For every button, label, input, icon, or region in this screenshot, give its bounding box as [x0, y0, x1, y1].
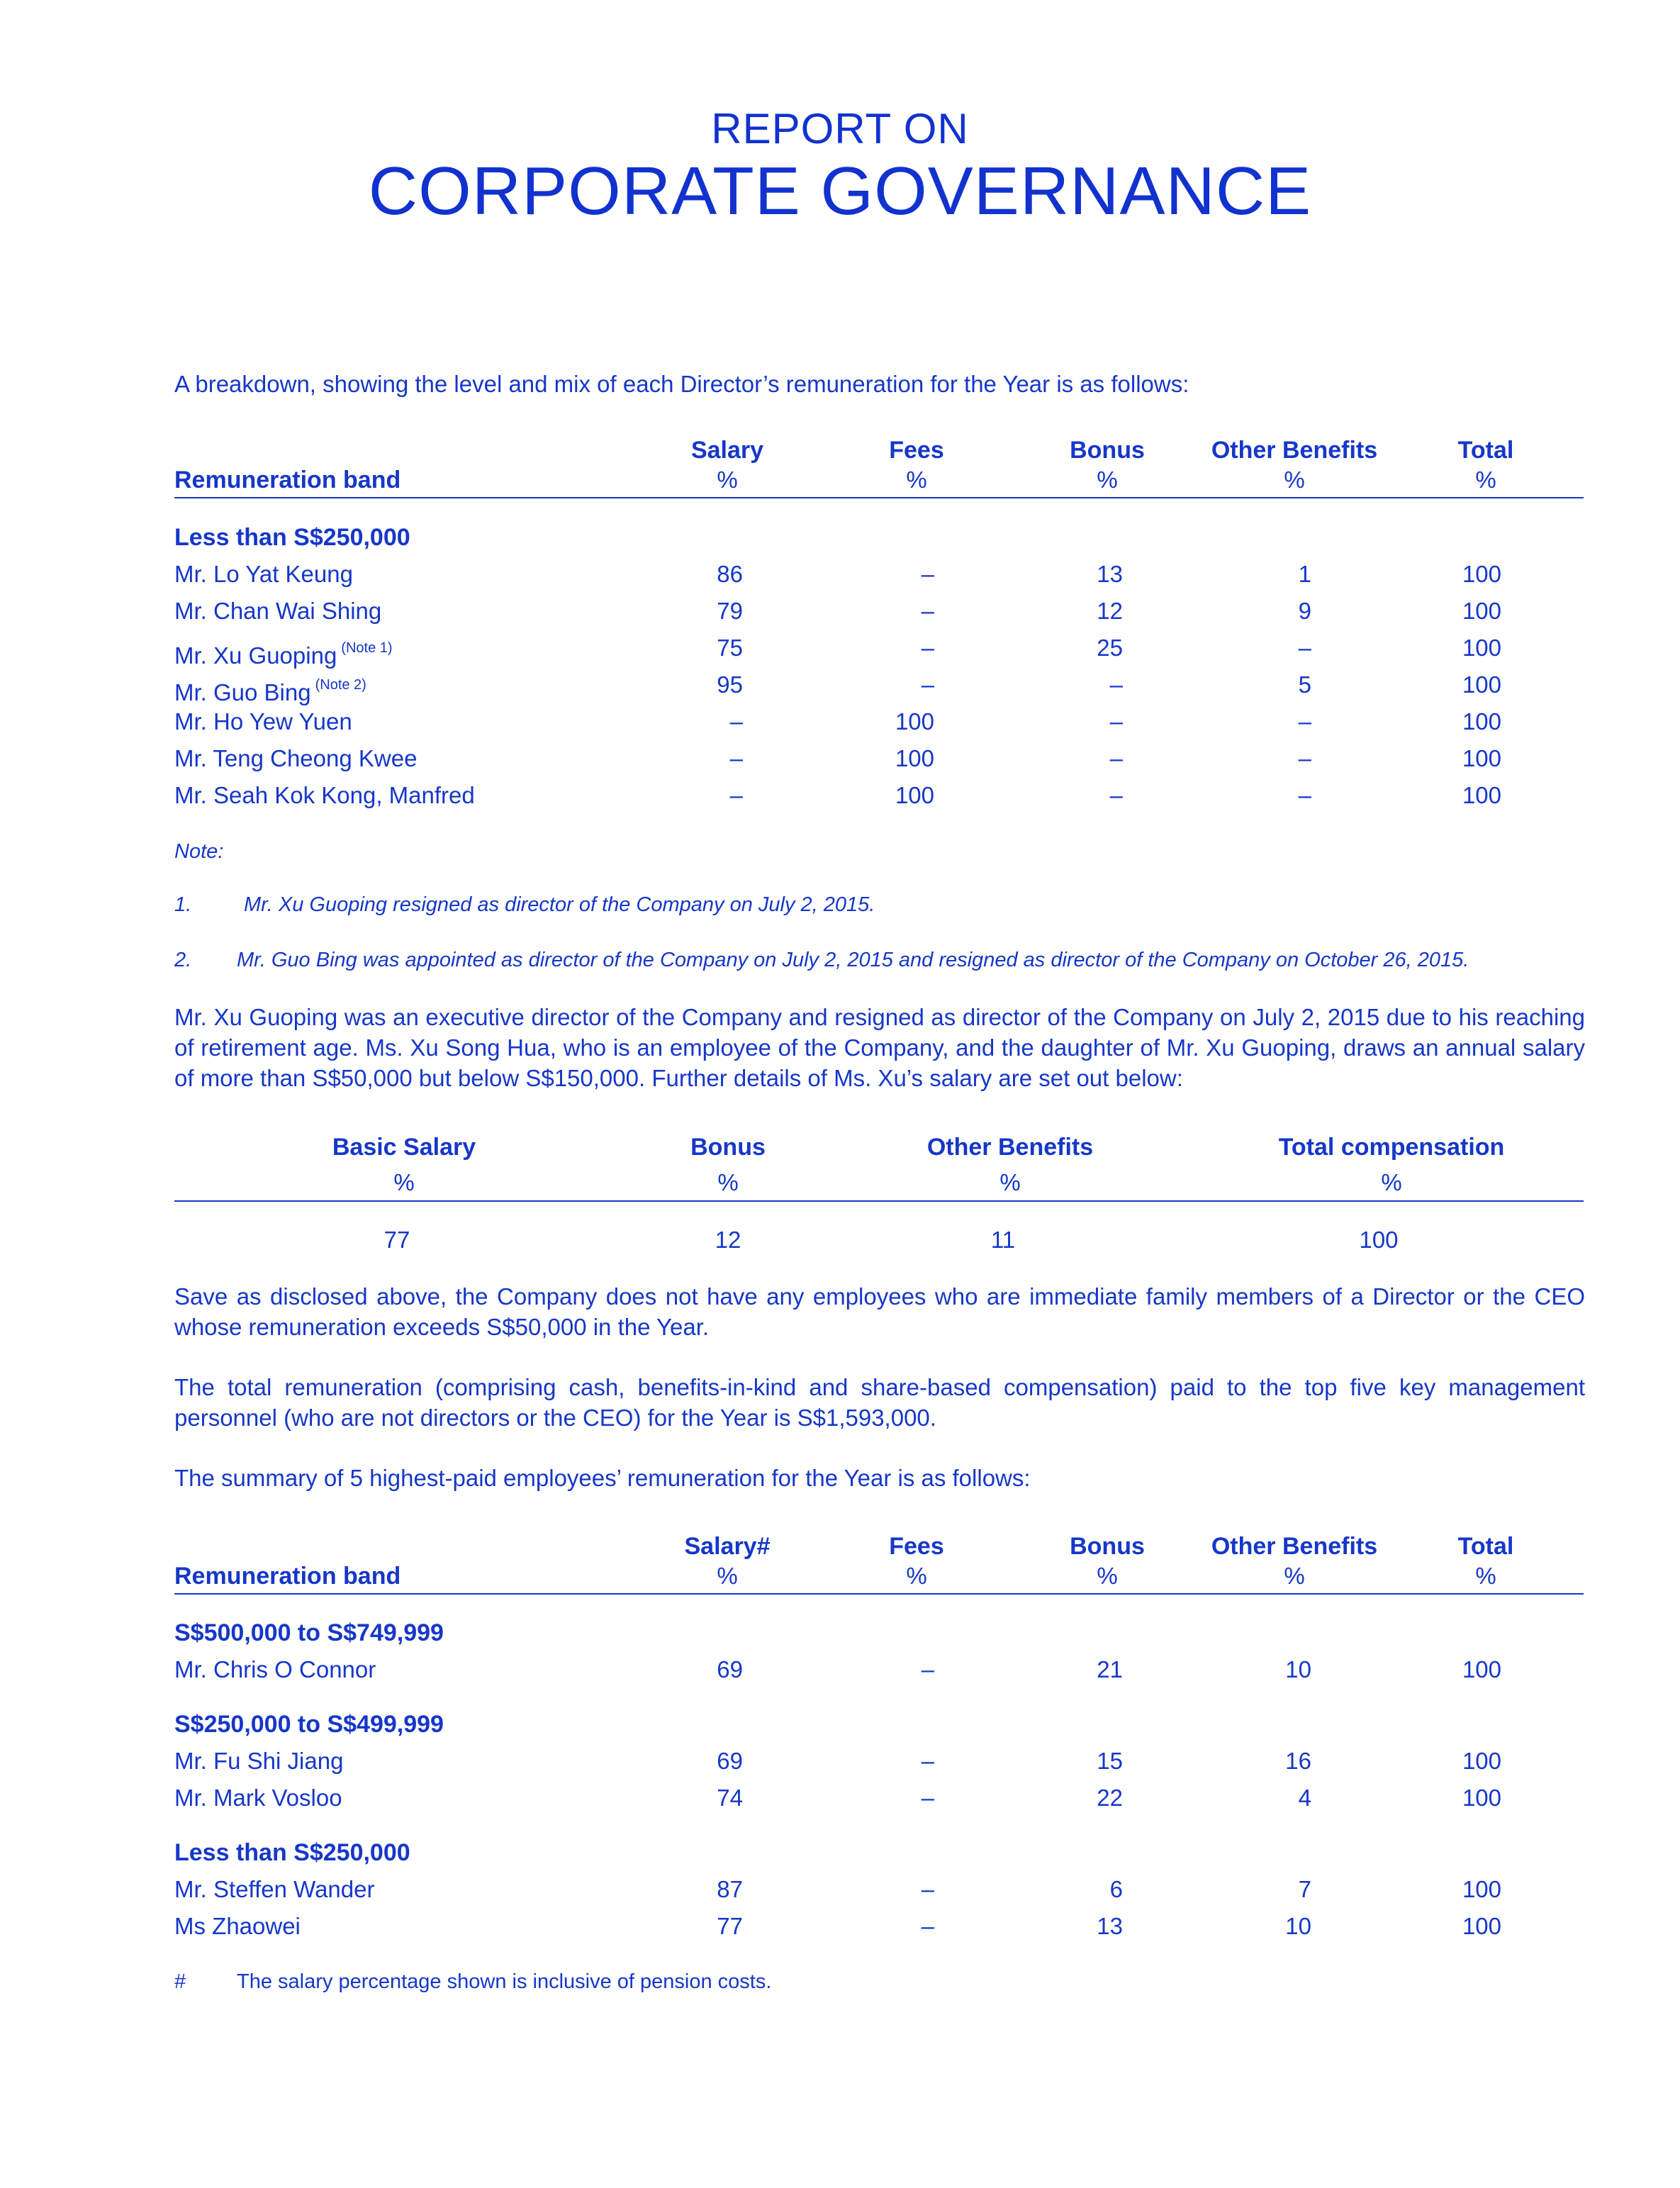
total-remuneration-paragraph: The total remuneration (comprising cash, benefits-in-kind and share-based compensation) paid to the top five key management personnel (who are not directors or the CEO) for the Year is S$1,593,000.: [174, 1374, 1585, 1431]
total-cell: 100: [1462, 671, 1501, 698]
fees-cell: 100: [895, 782, 934, 808]
bonus-cell: 22: [1097, 1785, 1123, 1811]
bonus-column-header: Bonus: [1070, 1533, 1145, 1560]
other-benefits-cell: –: [1298, 745, 1311, 771]
total-column-header: Total: [1457, 1533, 1514, 1560]
fees-column-header: Fees: [889, 1533, 944, 1560]
intro-paragraph: A breakdown, showing the level and mix of each Director’s remuneration for the Year is as follows:: [174, 371, 1189, 397]
salary-cell: 69: [717, 1656, 743, 1682]
other-benefits-column-header: Other Benefits: [1211, 1533, 1378, 1560]
bonus-cell: –: [1109, 708, 1123, 735]
footnote-text: The salary percentage shown is inclusive of pension costs.: [237, 1970, 772, 1993]
fees-unit: %: [906, 1563, 927, 1589]
disclosure-paragraph: Save as disclosed above, the Company does not have any employees who are immediate family members of a Director or the CEO whose remuneration exceeds S$50,000 in the Year.: [174, 1283, 1585, 1340]
bonus-cell: 13: [1097, 561, 1123, 587]
fees-cell: 100: [895, 708, 934, 735]
total-cell: 100: [1462, 598, 1501, 624]
basic-salary-value: 77: [383, 1227, 410, 1253]
total-cell: 100: [1462, 1748, 1501, 1774]
salary-cell: 95: [717, 671, 743, 698]
director-name: Mr. Guo Bing: [174, 679, 311, 705]
total-cell: 100: [1462, 1913, 1501, 1939]
employee-name: Mr. Steffen Wander: [174, 1876, 375, 1902]
note-text: Mr. Xu Guoping resigned as director of the Company on July 2, 2015.: [244, 893, 875, 916]
other-benefits-cell: –: [1298, 635, 1311, 661]
director-name: Mr. Xu Guoping: [174, 642, 337, 669]
total-cell: 100: [1462, 782, 1501, 808]
footnote-symbol: #: [174, 1970, 186, 1993]
total-column-header: Total: [1457, 437, 1514, 464]
report-title-large: CORPORATE GOVERNANCE: [368, 153, 1312, 229]
employee-name: Mr. Chris O Connor: [174, 1656, 376, 1682]
other-benefits-cell: 7: [1298, 1876, 1311, 1902]
salary-unit: %: [717, 467, 738, 493]
salary-column-header: Salary#: [684, 1533, 771, 1560]
fees-cell: –: [921, 1913, 934, 1939]
fees-cell: –: [921, 598, 934, 624]
basic-salary-unit: %: [393, 1169, 415, 1195]
band-column-header: Remuneration band: [174, 467, 401, 493]
salary-column-header: Salary: [690, 437, 764, 464]
total-unit: %: [1475, 1563, 1496, 1589]
employee-name: Ms Zhaowei: [174, 1913, 301, 1939]
director-name-with-note: [174, 634, 393, 670]
note-number: 1.: [174, 893, 192, 916]
total-cell: 100: [1462, 635, 1501, 661]
salary-cell: 75: [717, 635, 743, 661]
other-benefits-unit: %: [1284, 467, 1305, 493]
summary-intro-paragraph: The summary of 5 highest-paid employees’ remuneration for the Year is as follows:: [174, 1465, 1031, 1491]
bonus-unit: %: [717, 1169, 739, 1195]
fees-cell: –: [921, 635, 934, 661]
bonus-cell: 6: [1109, 1876, 1123, 1902]
total-cell: 100: [1462, 708, 1501, 735]
band-column-header: Remuneration band: [174, 1563, 401, 1590]
total-cell: 100: [1462, 1876, 1501, 1902]
note-text: Mr. Guo Bing was appointed as director of the Company on July 2, 2015 and resigned as director of the Company on October 26, 2015.: [237, 949, 1469, 971]
other-benefits-cell: 10: [1285, 1913, 1311, 1939]
bonus-cell: 13: [1097, 1913, 1123, 1939]
other-benefits-cell: 10: [1285, 1656, 1311, 1682]
other-benefits-unit: %: [999, 1169, 1021, 1195]
xu-paragraph: Mr. Xu Guoping was an executive director of the Company and resigned as director of the Company on July 2, 2015 due to his reaching of retirement age. Ms. Xu Song Hua, who is an employee of the Company, and the daughter of Mr. Xu Guoping, draws an annual salary of more than S$50,000 but below S$150,000. Further details of Ms. Xu’s salary are set out below:: [174, 1004, 1585, 1091]
fees-cell: –: [921, 1656, 934, 1682]
note-number: 2.: [174, 949, 192, 971]
bonus-cell: –: [1109, 782, 1123, 808]
director-name: Mr. Seah Kok Kong, Manfred: [174, 782, 475, 808]
band-label: Less than S$250,000: [174, 524, 410, 551]
other-benefits-cell: 5: [1298, 671, 1311, 698]
total-cell: 100: [1462, 1656, 1501, 1682]
total-cell: 100: [1462, 561, 1501, 587]
employee-name: Mr. Fu Shi Jiang: [174, 1748, 344, 1774]
fees-cell: –: [921, 1876, 934, 1902]
note-reference: (Note 1): [341, 640, 393, 656]
salary-unit: %: [717, 1563, 738, 1589]
director-name: Mr. Lo Yat Keung: [174, 561, 353, 587]
salary-cell: –: [729, 782, 743, 808]
bonus-unit: %: [1097, 1563, 1118, 1589]
salary-cell: 74: [717, 1785, 743, 1811]
total-unit: %: [1475, 467, 1496, 493]
fees-cell: –: [921, 561, 934, 587]
salary-cell: 69: [717, 1748, 743, 1774]
fees-cell: –: [921, 1785, 934, 1811]
other-benefits-cell: 1: [1298, 561, 1311, 587]
other-benefits-cell: –: [1298, 708, 1311, 735]
salary-cell: 87: [717, 1876, 743, 1902]
band-label: Less than S$250,000: [174, 1839, 410, 1866]
total-cell: 100: [1462, 1785, 1501, 1811]
bonus-cell: –: [1109, 745, 1123, 771]
bonus-column-header: Bonus: [1070, 437, 1145, 464]
basic-salary-column-header: Basic Salary: [332, 1134, 476, 1161]
salary-cell: –: [729, 708, 743, 735]
note-reference: (Note 2): [315, 677, 366, 693]
director-name: Mr. Teng Cheong Kwee: [174, 745, 418, 771]
other-benefits-column-header: Other Benefits: [1211, 437, 1378, 464]
other-benefits-cell: –: [1298, 782, 1311, 808]
band-label: S$500,000 to S$749,999: [174, 1619, 444, 1646]
total-compensation-column-header: Total compensation: [1278, 1134, 1505, 1161]
bonus-cell: 25: [1097, 635, 1123, 661]
other-benefits-value: 11: [990, 1227, 1016, 1253]
salary-cell: 79: [717, 598, 743, 624]
bonus-cell: –: [1109, 671, 1123, 698]
total-compensation-value: 100: [1359, 1227, 1399, 1253]
fees-unit: %: [906, 467, 927, 493]
fees-cell: –: [921, 1748, 934, 1774]
fees-column-header: Fees: [889, 437, 944, 464]
bonus-cell: 15: [1097, 1748, 1123, 1774]
other-benefits-cell: 16: [1285, 1748, 1311, 1774]
bonus-cell: 12: [1097, 598, 1123, 624]
other-benefits-cell: 4: [1298, 1785, 1311, 1811]
fees-cell: –: [921, 671, 934, 698]
fees-cell: 100: [895, 745, 934, 771]
salary-cell: –: [729, 745, 743, 771]
table-rule: [174, 497, 1584, 498]
salary-cell: 77: [717, 1913, 743, 1939]
director-name: Mr. Chan Wai Shing: [174, 598, 382, 624]
total-compensation-unit: %: [1381, 1169, 1402, 1195]
band-label: S$250,000 to S$499,999: [174, 1711, 444, 1738]
total-cell: 100: [1462, 745, 1501, 771]
director-name: Mr. Ho Yew Yuen: [174, 708, 352, 735]
table-rule: [174, 1593, 1584, 1595]
bonus-column-header: Bonus: [690, 1134, 766, 1161]
bonus-cell: 21: [1097, 1656, 1123, 1682]
salary-cell: 86: [717, 561, 743, 587]
notes-label: Note:: [174, 840, 224, 863]
other-benefits-column-header: Other Benefits: [926, 1134, 1094, 1161]
table-rule: [174, 1200, 1584, 1202]
other-benefits-unit: %: [1284, 1563, 1305, 1589]
other-benefits-cell: 9: [1298, 598, 1311, 624]
bonus-value: 12: [715, 1227, 741, 1253]
director-name-with-note: [174, 671, 366, 707]
bonus-unit: %: [1097, 467, 1118, 493]
employee-name: Mr. Mark Vosloo: [174, 1785, 342, 1811]
report-title-small: REPORT ON: [711, 105, 969, 152]
